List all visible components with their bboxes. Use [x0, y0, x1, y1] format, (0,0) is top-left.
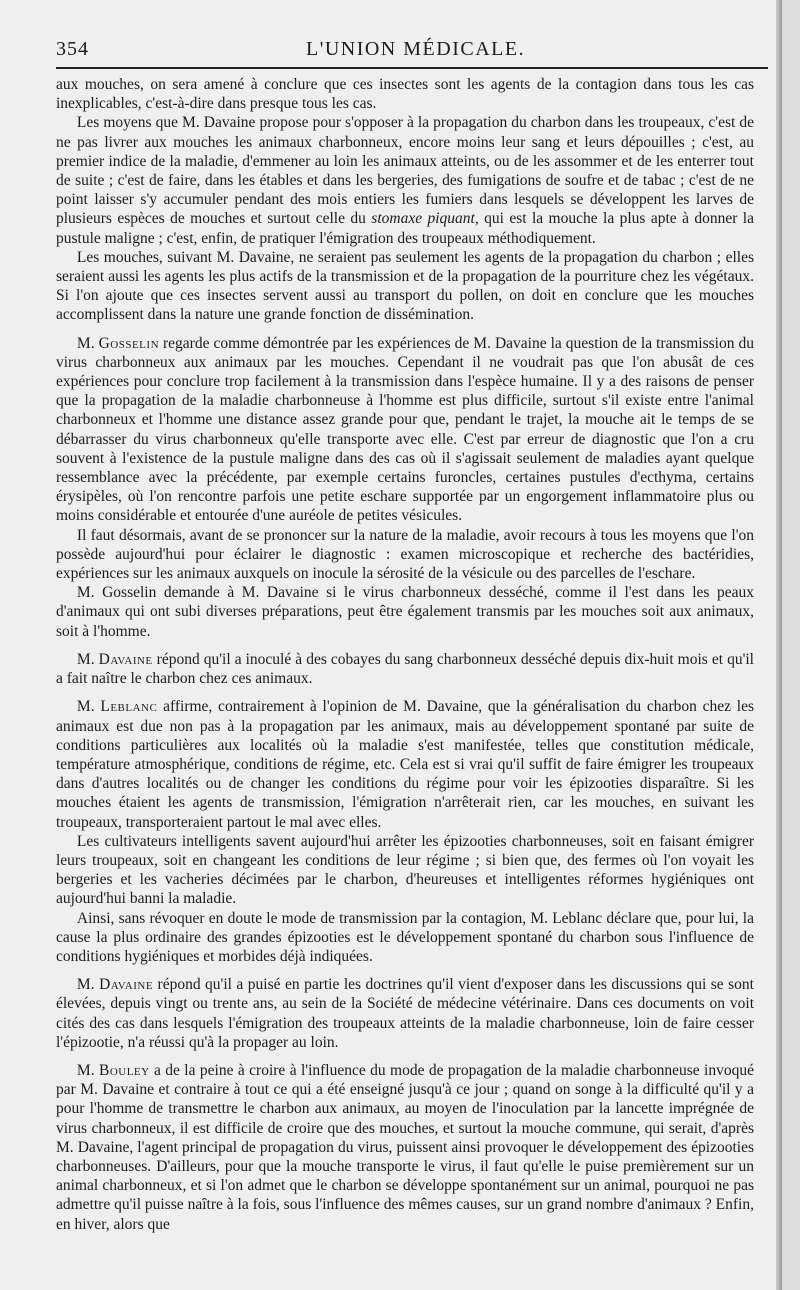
- paragraph: M. Davaine répond qu'il a inoculé à des cobayes du sang charbonneux desséché depuis dix-huit mois et qu'il a fait naître le charbon chez ces animaux.: [56, 650, 754, 688]
- italic-term: stomaxe piquant,: [371, 210, 479, 228]
- paragraph: Les cultivateurs intelligents savent aujourd'hui arrêter les épizooties charbonneuses, soit en faisant émigrer leurs troupeaux, soit en changeant les conditions de leur régime ; si bien que, des fermes où l'on voyait les bergeries et les vacheries décimées par le charbon, d'heureuses et intelligentes réformes hygiéniques ont aujourd'hui banni la maladie.: [56, 832, 754, 908]
- speaker-name: Davaine: [99, 976, 154, 994]
- paragraph: Il faut désormais, avant de se prononcer sur la nature de la maladie, avoir recours à tous les moyens que l'on possède aujourd'hui pour éclairer le diagnostic : examen microscopique et recherche des bactéridies, expériences sur les animaux auxquels on inocule la sérosité de la vésicule ou des parcelles de l'eschare.: [56, 526, 754, 583]
- speaker-name: Bouley: [98, 1061, 150, 1079]
- running-title: L'UNION MÉDICALE.: [306, 38, 526, 60]
- speaker-name: Leblanc: [100, 698, 158, 716]
- paragraph: M. Bouley a de la peine à croire à l'influence du mode de propagation de la maladie charbonneuse invoqué par M. Davaine et contraire à tout ce qui a été enseigné jusqu'à ce jour ; quand on songe à la difficulté qu'il y a pour l'homme de transmettre le charbon aux animaux, au moyen de l'inoculation par la lancette imprégnée de virus charbonneux, il est difficile de croire que des mouches, et surtout la mouche commune, qui serait, d'après M. Davaine, l'agent principal de propagation du virus, puissent ainsi provoquer le développement des épizooties charbonneuses. D'ailleurs, pour que la mouche transporte le virus, il faut qu'elle le puise premièrement sur un animal charbonneux, et si l'on admet que le charbon se développe spontanément sur un animal, pourquoi ne pas admettre qu'il puisse naître à la fois, sous l'influence des mêmes causes, sur un grand nombre d'animaux ? Enfin, en hiver, alors que: [56, 1061, 754, 1233]
- page-header: [56, 38, 768, 69]
- paragraph: Les mouches, suivant M. Davaine, ne seraient pas seulement les agents de la propagation du charbon ; elles seraient aussi les agents les plus actifs de la transmission et de la propagation de la pourriture chez les végétaux. Si l'on ajoute que ces insectes servent aussi au transport du pollen, on doit en conclure que les mouches accomplissent dans la nature une grande fonction de dissémination.: [56, 248, 754, 324]
- paragraph: M. Gosselin demande à M. Davaine si le virus charbonneux desséché, comme il l'est dans les peaux d'animaux qui ont subi diverses préparations, peut être également transmis par les mouches soit aux animaux, soit à l'homme.: [56, 584, 754, 640]
- paragraph: M. Gosselin regarde comme démontrée par les expériences de M. Davaine la question de la transmission du virus charbonneux aux animaux par les mouches. Cependant il ne voudrait pas que l'on abusât de ces expériences pour conclure trop facilement à la transmission dans l'espèce humaine. Il y a des raisons de penser que la propagation de la maladie charbonneuse à l'homme est plus difficile, surtout s'il existe entre l'animal charbonneux et l'homme une distance assez grande pour que, pendant le trajet, la mouche ait le temps de se débarrasser du virus charbonneux qu'elle transporte avec elle. C'est par erreur de diagnostic que l'on a cru souvent à l'existence de la pustule maligne dans des cas où il s'agissait seulement de maladies ayant quelque ressemblance avec la précédente, par exemple certains furoncles, certaines pustules d'ecthyma, certains érysipèles, où l'on rencontre parfois une petite eschare supportée par un engorgement inflammatoire plus ou moins considérable et entourée d'une auréole de petites vésicules.: [56, 334, 754, 525]
- paragraph: M. Leblanc affirme, contrairement à l'opinion de M. Davaine, que la généralisation du charbon chez les animaux est due non pas à la propagation par les animaux, mais au développement spontané par suite de conditions particulières aux localités où la maladie s'est manifestée, telles que constitution médicale, température atmosphérique, conditions de régime, etc. Cela est si vrai qu'il suffit de faire émigrer les troupeaux dans d'autres localités ou de changer les conditions du régime pour voir les épizooties disparaître. Si les mouches étaient les agents de transmission, l'émigration n'arrêterait rien, car les mouches, en suivant les troupeaux, transporteraient partout le mal avec elles.: [56, 698, 754, 831]
- paragraph: Les moyens que M. Davaine propose pour s'opposer à la propagation du charbon dans les troupeaux, c'est de ne pas livrer aux mouches les animaux charbonneux, encore moins leur sang et leurs dépouilles ; c'est, au premier indice de la maladie, d'emmener au loin les animaux atteints, ou de les assommer et de les enterrer tout de suite ; c'est de faire, dans les étables et dans les bergeries, des fumigations de soufre et de tabac ; c'est de ne point laisser s'y accumuler pendant des mois entiers les fumiers dans lesquels se développent les larves de plusieurs espèces de mouches et surtout celle du stomaxe piquant, qui est la mouche la plus apte à donner la pustule maligne ; c'est, enfin, de pratiquer l'émigration des troupeaux méthodiquement.: [56, 114, 754, 247]
- speaker-name: Davaine: [98, 650, 153, 668]
- page-number: 354: [56, 38, 89, 60]
- body-text: [56, 75, 754, 1234]
- paragraph: Ainsi, sans révoquer en doute le mode de transmission par la contagion, M. Leblanc déclare que, pour lui, la cause la plus ordinaire des grandes épizooties est le développement spontané du charbon sous l'influence de conditions hygiéniques et morbides déjà indiquées.: [56, 909, 754, 965]
- paragraph: aux mouches, on sera amené à conclure que ces insectes sont les agents de la contagion dans tous les cas inexplicables, c'est-à-dire dans presque tous les cas.: [56, 76, 754, 113]
- paragraph: M. Davaine répond qu'il a puisé en partie les doctrines qu'il vient d'exposer dans les discussions qui se sont élevées, depuis vingt ou trente ans, au sein de la Société de médecine vétérinaire. Dans ces documents on voit cités des cas dans lesquels l'émigration des troupeaux atteints de la maladie charbonneuse, loin de faire cesser l'épizootie, n'a réussi qu'à la propager au loin.: [56, 976, 754, 1051]
- speaker-name: Gosselin: [98, 334, 160, 352]
